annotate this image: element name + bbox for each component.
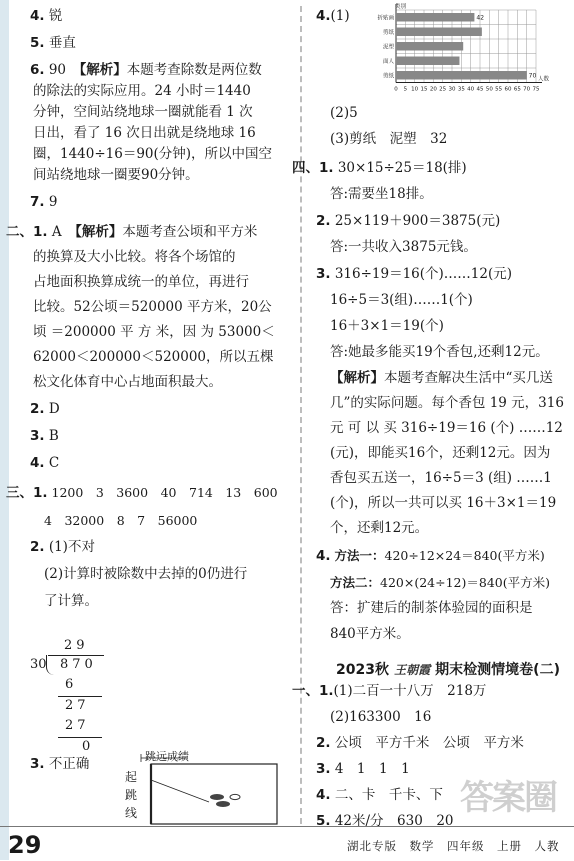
- analysis-4-3-body: 几”的实际问题。每个香包 19 元，316 元 可 以 买 316÷19＝16 (个) ……12 (元)，即能买16个，还剩12元。因为 香包买五送一，16÷5＝3 (组) ……1 (个)，所以一共可以买 16＋3×1＝19 个，还剩12元。: [330, 395, 564, 536]
- division-step1: 6: [65, 677, 74, 692]
- x-tick-label: 45: [476, 86, 484, 93]
- category-label: 剪纸: [382, 73, 394, 80]
- x-tick-label: 5: [403, 86, 408, 93]
- x-tick-label: 15: [420, 86, 428, 93]
- section-3-answer-1: 三、1. 1200 3 3600 40 714 13 600: [6, 485, 278, 501]
- answer-1-2: 2. 公顷 平方千米 公顷 平方米: [316, 735, 524, 751]
- takeoff-line-label: 起 跳 线: [125, 770, 138, 820]
- answer-4-2-reply: 答:一共收入3875元钱。: [330, 239, 477, 255]
- page-number: 29: [8, 831, 42, 859]
- answer-2-3: 3. B: [30, 428, 59, 444]
- answer-4-4-reply: 答：扩建后的制茶体验园的面积是: [330, 600, 533, 616]
- bar: [396, 42, 463, 51]
- x-tick-label: 20: [429, 86, 437, 93]
- division-rule-1: [58, 696, 102, 697]
- answer-4-1-reply: 答:需要坐18排。: [330, 186, 433, 202]
- answer-4-part1: 4.(1): [316, 8, 350, 24]
- answer-3-2: 2. (1)不对: [30, 539, 95, 555]
- answer-1-5: 5. 42米/分 630 20: [316, 813, 454, 829]
- section-1-answer-1: 一、1.(1)二百一十八万 218万: [292, 683, 487, 699]
- answer-4-3: 3. 316÷19＝16(个)……12(元): [316, 266, 513, 282]
- analysis-6: 的除法的实际应用。24 小时＝1440 分钟，空间站绕地球一圈就能看 1 次 日出，看了 16 次日出就是绕地球 16 圈，1440÷16＝90(分钟)，所以中国空 间站绕地球一圈要90分钟。: [33, 83, 273, 183]
- answer-1-3: 3. 4 1 1 1: [316, 761, 410, 777]
- bar-value-label: 70: [528, 72, 537, 80]
- x-tick-label: 50: [485, 86, 493, 93]
- x-tick-label: 40: [467, 86, 475, 93]
- x-tick-label: 55: [495, 86, 503, 93]
- answer-1-4: 4. 二、卡 千卡、下: [316, 787, 443, 803]
- x-tick-label: 30: [448, 86, 456, 93]
- page-edge-decoration: [0, 0, 9, 860]
- category-label: 面人: [382, 59, 394, 65]
- bar: [396, 71, 527, 80]
- category-label: 剪纸: [382, 30, 394, 36]
- answer-1-1-part2: (2)163300 16: [330, 709, 432, 725]
- bar-chart: [366, 2, 550, 94]
- bar: [396, 28, 482, 37]
- section-2-answer-1: 二、1. A 【解析】本题考查公顷和平方米: [6, 224, 258, 240]
- analysis-4-3: 【解析】本题考查解决生活中“买几送: [330, 370, 553, 386]
- division-bracket: [46, 655, 59, 675]
- answer-5: 5. 垂直: [30, 35, 76, 51]
- answer-4-3-line3: 16＋3×1＝19(个): [330, 318, 444, 334]
- answer-3-1-row2: 4 32000 8 7 56000: [44, 513, 198, 528]
- x-tick-label: 70: [523, 86, 531, 93]
- exam-title: 2023秋 王朝霞 期末检测情境卷(二): [336, 662, 560, 678]
- x-axis-label: 人数: [538, 76, 550, 83]
- x-tick-label: 25: [439, 86, 447, 93]
- division-divisor: 30: [30, 657, 47, 672]
- analysis-2-1: 的换算及大小比较。将各个场馆的 占地面积换算成统一的单位，再进行 比较。52公顷＝520000 平方米，20公 顷 ＝200000 平 方 米，因 为 53000＜ 62000＜200000＜520000，所以五棵 松文化体育中心占地面积最大。: [33, 249, 275, 390]
- answer-4-3-reply: 答:她最多能买19个香包,还剩12元。: [330, 344, 549, 360]
- long-jump-diagram: [125, 750, 285, 826]
- bar: [396, 57, 459, 66]
- division-step2: 27: [65, 698, 90, 713]
- answer-4-2: 2. 25×119＋900＝3875(元): [316, 213, 501, 229]
- category-label: 折贴画: [377, 15, 394, 22]
- x-tick-label: 35: [457, 86, 465, 93]
- x-tick-label: 0: [394, 86, 398, 93]
- x-tick-label: 65: [513, 86, 521, 93]
- answer-4-part2: (2)5: [330, 105, 358, 121]
- answer-3-2-line3: 了计算。: [44, 593, 98, 609]
- answer-4-4: 4. 方法一：420÷12×24＝840(平方米): [316, 548, 545, 564]
- footer-info: 湖北专版 数学 四年级 上册 人教: [347, 839, 560, 853]
- answer-4-part3: (3)剪纸 泥塑 32: [330, 131, 448, 147]
- answer-3-3: 3. 不正确: [30, 756, 90, 772]
- answer-2-2: 2. D: [30, 401, 60, 417]
- section-4-answer-1: 四、1. 30×15÷25＝18(排): [292, 160, 467, 176]
- division-rule-2: [58, 737, 102, 738]
- answer-4: 4. 锐: [30, 8, 63, 24]
- answer-4-4-reply-2: 840平方米。: [330, 626, 410, 642]
- jump-pit-drawing: [125, 750, 285, 826]
- division-top-bar: [48, 655, 104, 656]
- bar: [396, 13, 474, 22]
- division-dividend: 870: [60, 657, 97, 672]
- brand-logo: 王朝霞: [394, 663, 431, 677]
- x-tick-label: 10: [411, 86, 419, 93]
- left-column: [6, 6, 295, 612]
- division-step3: 27: [65, 718, 90, 733]
- right-column: [292, 103, 568, 645]
- answer-3-2-line2: (2)计算时被除数中去掉的0仍进行: [44, 566, 248, 582]
- division-remainder: 0: [82, 739, 91, 754]
- watermark: 答案圈: [460, 778, 556, 818]
- answer-7: 7. 9: [30, 194, 58, 210]
- answer-4-3-line2: 16÷5＝3(组)……1(个): [330, 292, 473, 308]
- category-label: 泥塑: [382, 44, 394, 51]
- y-axis-label: 类别: [395, 4, 407, 10]
- x-tick-label: 60: [504, 86, 512, 93]
- answer-6: 6. 90 【解析】本题考查除数是两位数: [30, 62, 262, 78]
- bar-value-label: 42: [476, 14, 485, 22]
- answer-4-4-method2: 方法二：420×(24÷12)＝840(平方米): [330, 575, 550, 590]
- jump-distance-label: 跳远成绩: [145, 750, 189, 763]
- long-division: [30, 640, 120, 760]
- division-quotient: 29: [64, 638, 89, 653]
- x-tick-label: 75: [532, 86, 540, 93]
- answer-2-4: 4. C: [30, 455, 60, 471]
